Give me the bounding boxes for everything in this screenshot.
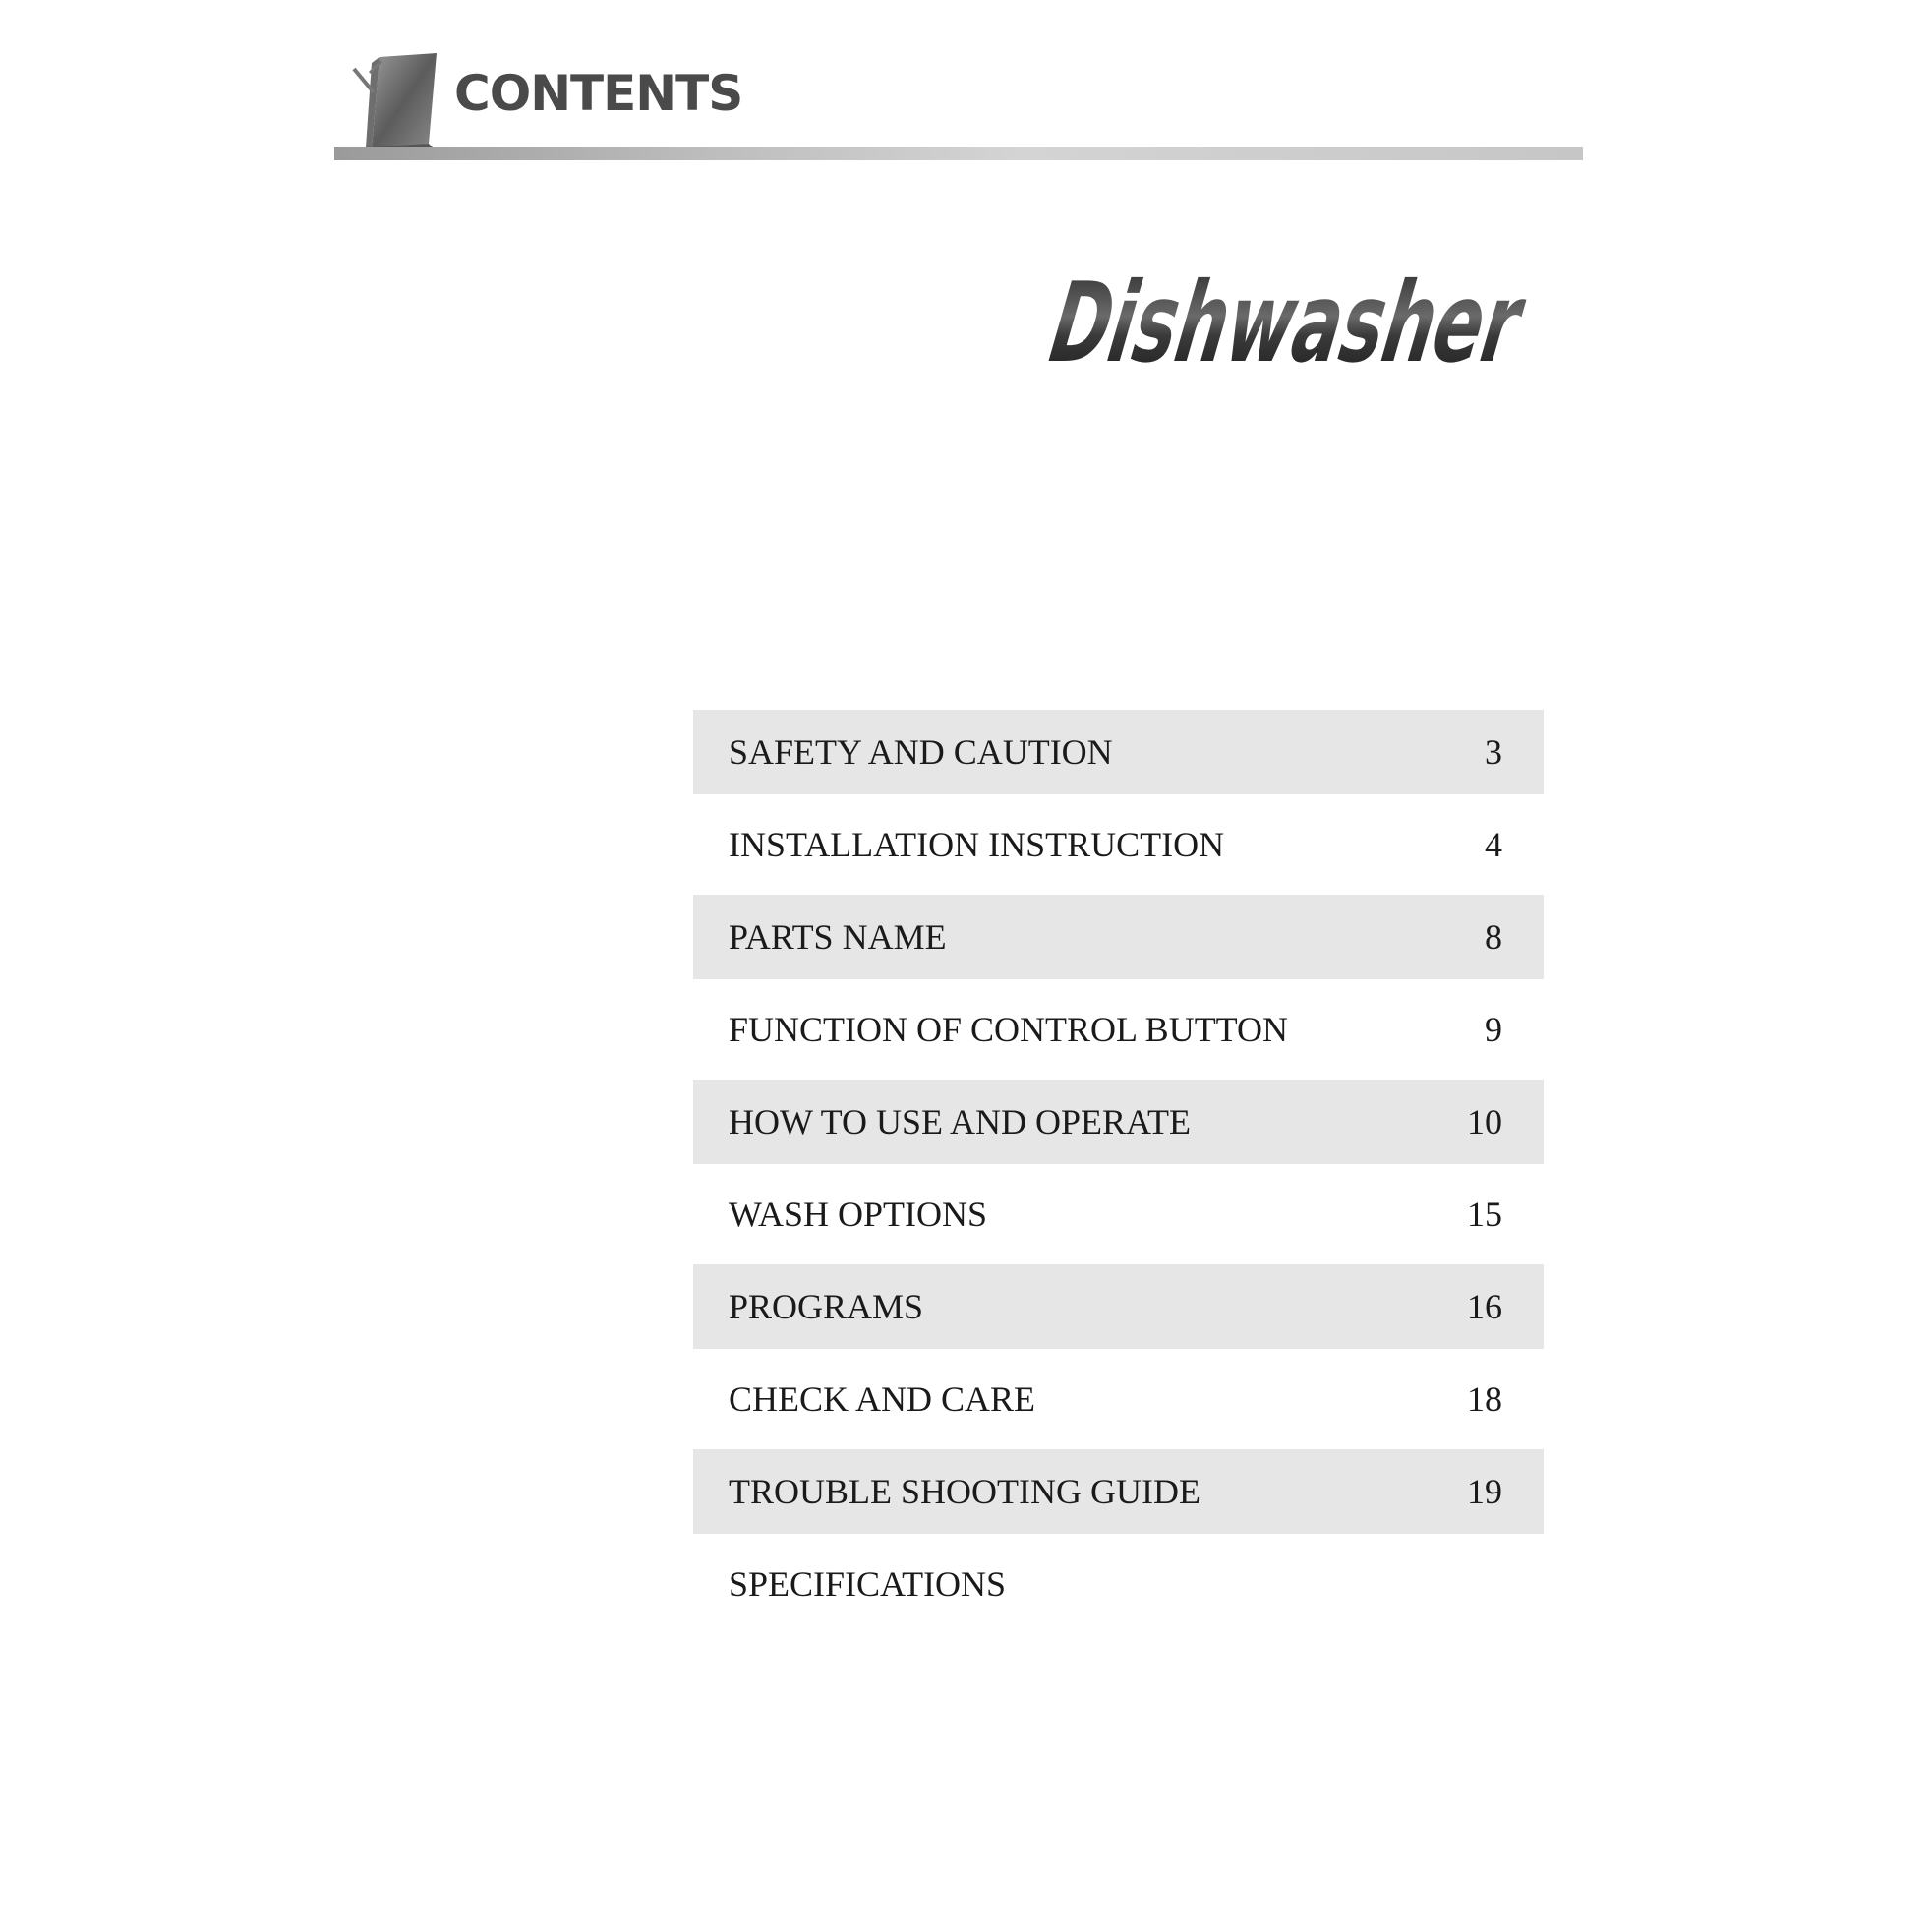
toc-item-title: TROUBLE SHOOTING GUIDE: [729, 1472, 1200, 1511]
page-title: CONTENTS: [454, 65, 743, 122]
toc-item-wash-options[interactable]: [693, 1168, 1544, 1260]
toc-item-page: 8: [1485, 917, 1502, 957]
book-icon: [352, 53, 442, 151]
toc-item-page: 19: [1467, 1472, 1502, 1511]
toc-item-installation[interactable]: [693, 798, 1544, 891]
header-divider: [334, 147, 1583, 160]
toc-item-page: 15: [1467, 1195, 1502, 1234]
contents-header: [334, 49, 1583, 162]
logo-text: Dishwasher: [1034, 259, 1794, 387]
toc-item-page: 4: [1485, 825, 1502, 864]
toc-item-page: 10: [1467, 1102, 1502, 1142]
toc-item-title: FUNCTION OF CONTROL BUTTON: [729, 1010, 1289, 1049]
toc-item-page: 3: [1485, 732, 1502, 772]
toc-item-control-button[interactable]: [693, 983, 1544, 1076]
table-of-contents: [693, 706, 1544, 1630]
toc-item-parts-name[interactable]: [693, 895, 1544, 979]
toc-item-check-and-care[interactable]: [693, 1353, 1544, 1445]
toc-item-page: 9: [1485, 1010, 1502, 1049]
toc-item-title: HOW TO USE AND OPERATE: [729, 1102, 1192, 1142]
dishwasher-logo: [1034, 258, 1794, 387]
toc-item-title: PARTS NAME: [729, 917, 947, 957]
toc-item-trouble-shooting[interactable]: [693, 1449, 1544, 1534]
toc-item-title: SAFETY AND CAUTION: [729, 732, 1113, 772]
toc-item-title: INSTALLATION INSTRUCTION: [729, 825, 1225, 864]
toc-item-safety[interactable]: [693, 710, 1544, 794]
toc-item-programs[interactable]: [693, 1264, 1544, 1349]
toc-item-title: PROGRAMS: [729, 1287, 924, 1326]
toc-item-title: CHECK AND CARE: [729, 1379, 1036, 1419]
toc-item-specifications[interactable]: [693, 1538, 1544, 1630]
toc-item-title: SPECIFICATIONS: [729, 1564, 1007, 1604]
toc-item-title: WASH OPTIONS: [729, 1195, 988, 1234]
toc-item-how-to-use[interactable]: [693, 1080, 1544, 1164]
toc-item-page: 16: [1467, 1287, 1502, 1326]
toc-item-page: 18: [1467, 1379, 1502, 1419]
